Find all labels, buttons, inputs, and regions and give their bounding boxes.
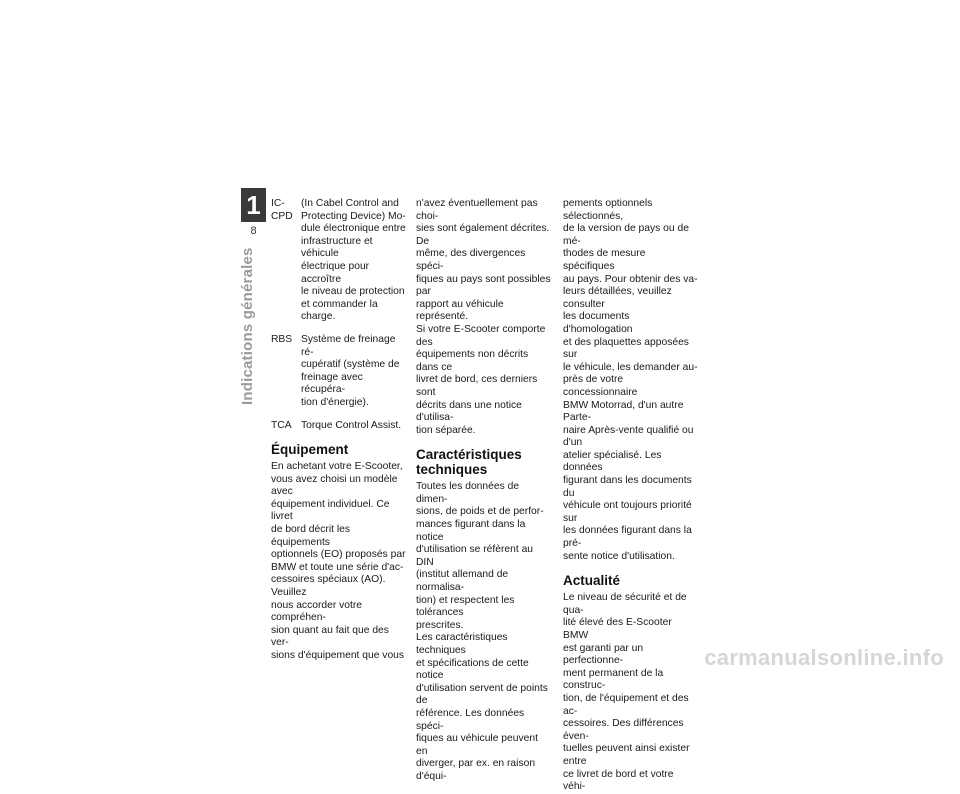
definition-term: TCA [271, 419, 292, 431]
heading-caracteristiques: Caractéristiques techniques [416, 447, 522, 478]
column-2 [416, 198, 551, 784]
definition-desc: (In Cabel Control and Protecting Device) Mo- dule électronique entre infrastructure et véhicule électrique pour accroître le niveau de protection et commander la charge. [301, 198, 406, 323]
page-number: 8 [250, 225, 257, 237]
chapter-number: 1 [241, 188, 266, 222]
watermark-logo: carmanualsonline.info [704, 645, 944, 670]
definition-rbs [271, 334, 406, 410]
paragraph-caracteristiques: Toutes les données de dimen- sions, de poids et de perfor- mances figurant dans la notice d'utilisation se réfèrent au DIN (institut allemand de normalisa- tion) et respectent les tolérances prescrites. Les caractéristiques techniques et spécifications de cette notice d'utilisation servent de points de référence. Les données spéci- fiques au véhicule peuvent en diverger, par ex. en raison d'équi- [416, 481, 548, 782]
definition-term: RBS [271, 333, 293, 345]
paragraph-equipement: En achetant votre E-Scooter, vous avez choisi un modèle avec équipement individuel. Ce livret de bord décrit les équipements optionnels (EO) proposés par BMW et toute une série d'ac- cessoires spéciaux (AO). Veuillez nous accorder votre compréhen- sion quant au fait que des ver- sions d'équipement que vous [271, 461, 406, 661]
column-3 [563, 198, 698, 794]
definition-desc: Système de freinage ré- cupératif (système de freinage avec récupéra- tion d'énergie). [301, 333, 400, 408]
definition-iccpd [271, 198, 406, 324]
chapter-tab [241, 188, 266, 238]
definition-desc: Torque Control Assist. [301, 419, 402, 431]
paragraph-caracteristiques-cont: pements optionnels sélectionnés, de la version de pays ou de mé- thodes de mesure spécifiques au pays. Pour obtenir des va- leurs détaillées, veuillez consulter les documents d'homologation et des plaquettes apposées sur le véhicule, les demander au- près de votre concessionnaire BMW Motorrad, d'un autre Parte- naire Après-vente qualifié ou d'un atelier spécialisé. Les données figurant dans les documents du véhicule ont toujours priorité sur les données figurant dans la pré- sente notice d'utilisation. [563, 198, 698, 562]
paragraph-actualite: Le niveau de sécurité et de qua- lité élevé des E-Scooter BMW est garanti par un perfectionne- ment permanent de la construc- tion, de l'équipement et des ac- cessoires. Des différences éven- tuelles peuvent ainsi exister entre ce livret de bord et votre véhi- [563, 592, 690, 793]
heading-actualite: Actualité [563, 573, 621, 589]
column-1 [271, 198, 406, 663]
definition-term: IC- CPD [271, 198, 293, 222]
definition-tca [271, 420, 406, 433]
heading-equipement: Équipement [271, 442, 349, 458]
paragraph-equipement-cont: n'avez éventuellement pas choi- sies sont également décrites. De même, des divergences spéci- fiques au pays sont possibles par rapport au véhicule représenté. Si votre E-Scooter comporte des équipements non décrits dans ce livret de bord, ces derniers sont décrits dans une notice d'utilisa- tion séparée. [416, 198, 551, 436]
section-title: Indications générales [239, 247, 256, 405]
